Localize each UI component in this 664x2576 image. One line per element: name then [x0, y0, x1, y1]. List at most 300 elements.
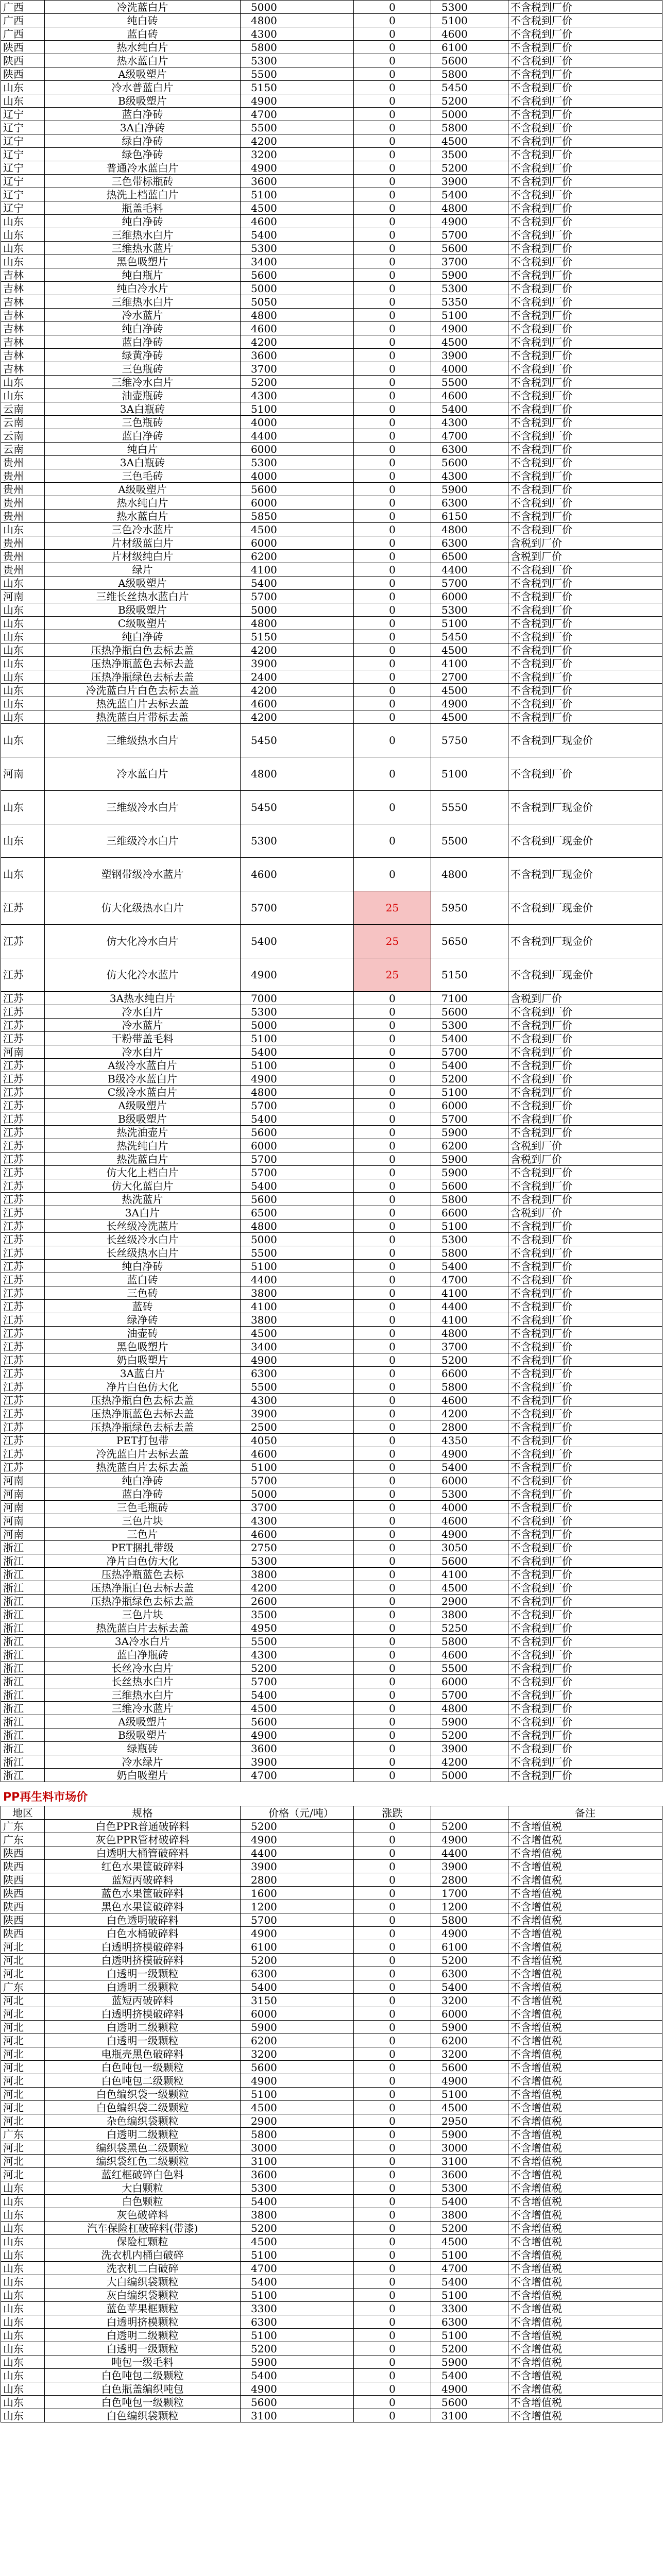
cell-note: 不含税到厂价	[508, 67, 662, 81]
table-row	[1, 824, 662, 858]
cell-change: 0	[354, 1474, 431, 1487]
cell-note: 不含税到厂价	[508, 402, 662, 416]
cell-price-with-tax: 3900	[431, 349, 508, 362]
cell-spec: 三维热水蓝片	[45, 242, 241, 255]
cell-region: 河北	[1, 2101, 45, 2114]
cell-spec: 仿大化冷水白片	[45, 925, 241, 958]
cell-price-with-tax: 4500	[431, 710, 508, 724]
cell-change: 0	[354, 1728, 431, 1742]
cell-change: 0	[354, 2007, 431, 2021]
cell-note: 不含税到厂价	[508, 322, 662, 335]
cell-region: 贵州	[1, 550, 45, 563]
cell-spec: 大白编织袋颗粒	[45, 2275, 241, 2289]
cell-price-with-tax: 5100	[431, 1219, 508, 1233]
cell-spec: 红色水果筐破碎料	[45, 1860, 241, 1873]
cell-price: 5900	[241, 2021, 354, 2034]
cell-change: 0	[354, 201, 431, 215]
table-row	[1, 1072, 662, 1086]
cell-spec: 三维热水白片	[45, 228, 241, 242]
cell-spec: 普通冷水蓝白片	[45, 161, 241, 175]
cell-note: 不含税到厂价	[508, 1407, 662, 1420]
cell-region: 江苏	[1, 1273, 45, 1286]
cell-change: 0	[354, 81, 431, 94]
cell-price: 5700	[241, 1913, 354, 1927]
cell-note: 不含税到厂价	[508, 1072, 662, 1086]
cell-region: 吉林	[1, 335, 45, 349]
cell-price: 5400	[241, 228, 354, 242]
cell-price: 3700	[241, 362, 354, 376]
cell-region: 山东	[1, 858, 45, 891]
table-row	[1, 2061, 662, 2074]
table-row	[1, 590, 662, 603]
cell-note: 不含税到厂价	[508, 188, 662, 201]
cell-price: 5100	[241, 1032, 354, 1045]
cell-price-with-tax: 5000	[431, 1769, 508, 1782]
cell-region: 山东	[1, 2409, 45, 2422]
cell-spec: 冷水白片	[45, 1045, 241, 1059]
cell-price-with-tax: 4400	[431, 1300, 508, 1313]
cell-note: 不含税到厂价	[508, 309, 662, 322]
table-row	[1, 402, 662, 416]
cell-price-with-tax: 6200	[431, 1139, 508, 1153]
cell-price-with-tax: 6300	[431, 443, 508, 456]
cell-change: 0	[354, 1648, 431, 1662]
cell-note: 不含增值税	[508, 2155, 662, 2168]
cell-price-with-tax: 2800	[431, 1873, 508, 1887]
table-row	[1, 1688, 662, 1702]
table-row	[1, 1246, 662, 1260]
cell-spec: 冷水蓝片	[45, 309, 241, 322]
table-row	[1, 1980, 662, 1994]
cell-price: 5500	[241, 1635, 354, 1648]
cell-price: 3500	[241, 1608, 354, 1621]
cell-price: 3600	[241, 2168, 354, 2181]
cell-price-with-tax: 4500	[431, 684, 508, 697]
cell-spec: 压热净瓶蓝色去标去盖	[45, 657, 241, 670]
cell-price-with-tax: 4500	[431, 1581, 508, 1595]
cell-region: 江苏	[1, 1327, 45, 1340]
cell-price: 5300	[241, 824, 354, 858]
table-row	[1, 2181, 662, 2195]
table-row	[1, 2195, 662, 2208]
cell-spec: 仿大化冷水蓝片	[45, 958, 241, 992]
cell-price: 4200	[241, 684, 354, 697]
cell-change: 0	[354, 349, 431, 362]
pp-section-title: PP再生料市场价	[3, 1791, 88, 1804]
cell-region: 辽宁	[1, 148, 45, 161]
cell-note: 不含税到厂价	[508, 1246, 662, 1260]
cell-price: 4300	[241, 389, 354, 402]
cell-price-with-tax: 5300	[431, 1487, 508, 1501]
cell-change: 0	[354, 1447, 431, 1461]
cell-region: 广西	[1, 1, 45, 14]
cell-note: 不含税到厂价	[508, 1260, 662, 1273]
cell-note: 不含税到厂现金价	[508, 891, 662, 925]
cell-note: 不含增值税	[508, 2195, 662, 2208]
cell-spec: 3A白片	[45, 1206, 241, 1219]
cell-spec: C级冷水蓝白片	[45, 1086, 241, 1099]
cell-region: 浙江	[1, 1595, 45, 1608]
cell-note: 不含税到厂价	[508, 349, 662, 362]
cell-note: 不含增值税	[508, 1833, 662, 1846]
table-row	[1, 2315, 662, 2329]
cell-region: 江苏	[1, 1434, 45, 1447]
cell-region: 河北	[1, 1967, 45, 1980]
cell-region: 山东	[1, 242, 45, 255]
cell-change: 0	[354, 1688, 431, 1702]
cell-price-with-tax: 5200	[431, 94, 508, 108]
cell-region: 河北	[1, 1954, 45, 1967]
cell-spec: PET打包带	[45, 1434, 241, 1447]
table-row	[1, 94, 662, 108]
table-row	[1, 443, 662, 456]
cell-note: 不含增值税	[508, 2208, 662, 2222]
cell-price-with-tax: 4350	[431, 1434, 508, 1447]
cell-region: 浙江	[1, 1662, 45, 1675]
table-row	[1, 1675, 662, 1688]
cell-price: 5500	[241, 1380, 354, 1394]
cell-spec: 蓝白砖	[45, 27, 241, 41]
cell-region: 浙江	[1, 1769, 45, 1782]
cell-spec: 冷洗蓝白片	[45, 1, 241, 14]
cell-spec: 净片白色仿大化	[45, 1380, 241, 1394]
cell-price-with-tax: 4600	[431, 27, 508, 41]
cell-spec: 油壶瓶砖	[45, 389, 241, 402]
cell-spec: 绿瓶砖	[45, 1742, 241, 1755]
cell-price-with-tax: 4600	[431, 1648, 508, 1662]
cell-price: 4700	[241, 1769, 354, 1782]
table-row	[1, 41, 662, 54]
cell-region: 云南	[1, 416, 45, 429]
cell-price-with-tax: 4100	[431, 1568, 508, 1581]
cell-spec: 纯白砖	[45, 14, 241, 27]
cell-note: 不含增值税	[508, 2128, 662, 2141]
cell-price: 3900	[241, 657, 354, 670]
cell-change: 0	[354, 1954, 431, 1967]
cell-region: 山东	[1, 2275, 45, 2289]
table-row	[1, 1032, 662, 1045]
cell-note: 不含税到厂价	[508, 1032, 662, 1045]
cell-price-with-tax: 3600	[431, 2168, 508, 2181]
cell-spec: 白透明一级颗粒	[45, 1967, 241, 1980]
cell-price-with-tax: 5900	[431, 2128, 508, 2141]
cell-change: 0	[354, 1662, 431, 1675]
cell-spec: 热水纯白片	[45, 496, 241, 510]
cell-change: 0	[354, 2088, 431, 2101]
cell-note: 不含增值税	[508, 2262, 662, 2275]
cell-spec: 长丝冷水白片	[45, 1662, 241, 1675]
table-row	[1, 1662, 662, 1675]
cell-spec: 三色毛砖	[45, 469, 241, 483]
cell-change: 0	[354, 2248, 431, 2262]
table-row	[1, 1193, 662, 1206]
cell-price-with-tax: 5900	[431, 1126, 508, 1139]
cell-region: 山东	[1, 791, 45, 824]
cell-spec: 压热净瓶白色去标去盖	[45, 1394, 241, 1407]
cell-region: 河北	[1, 1940, 45, 1954]
cell-region: 山东	[1, 255, 45, 268]
cell-region: 山东	[1, 2248, 45, 2262]
cell-note: 不含税到厂价	[508, 643, 662, 657]
table-row	[1, 1528, 662, 1541]
cell-price-with-tax: 3200	[431, 1994, 508, 2007]
cell-change: 0	[354, 617, 431, 630]
cell-spec: B级吸塑片	[45, 603, 241, 617]
cell-note: 不含税到厂价	[508, 1728, 662, 1742]
cell-price-with-tax: 5150	[431, 958, 508, 992]
cell-note: 不含税到厂价	[508, 563, 662, 577]
cell-price: 5100	[241, 402, 354, 416]
table-row	[1, 2208, 662, 2222]
table-row	[1, 2396, 662, 2409]
cell-region: 江苏	[1, 1193, 45, 1206]
cell-region: 江苏	[1, 1420, 45, 1434]
cell-price: 4500	[241, 523, 354, 536]
cell-price-with-tax: 5400	[431, 2275, 508, 2289]
cell-price: 5800	[241, 2128, 354, 2141]
cell-price: 5000	[241, 603, 354, 617]
cell-spec: 绿白净砖	[45, 134, 241, 148]
cell-change: 0	[354, 1139, 431, 1153]
cell-note: 不含增值税	[508, 2047, 662, 2061]
cell-price: 4600	[241, 1447, 354, 1461]
cell-region: 吉林	[1, 349, 45, 362]
cell-price-with-tax: 4500	[431, 2235, 508, 2248]
cell-region: 江苏	[1, 1407, 45, 1420]
cell-change: 0	[354, 2262, 431, 2275]
cell-note: 含税到厂价	[508, 536, 662, 550]
cell-price: 3900	[241, 1755, 354, 1769]
table-row	[1, 2168, 662, 2181]
cell-spec: 三维长丝热水蓝白片	[45, 590, 241, 603]
cell-spec: A级吸塑片	[45, 67, 241, 81]
cell-spec: 冷水白片	[45, 1005, 241, 1019]
cell-price: 4900	[241, 94, 354, 108]
table-row	[1, 201, 662, 215]
cell-note: 不含增值税	[508, 2141, 662, 2155]
cell-price: 3800	[241, 1313, 354, 1327]
cell-price: 5400	[241, 925, 354, 958]
cell-note: 不含增值税	[508, 1927, 662, 1940]
cell-change: 0	[354, 1112, 431, 1126]
cell-region: 河南	[1, 757, 45, 791]
cell-region: 山东	[1, 2315, 45, 2329]
cell-region: 浙江	[1, 1554, 45, 1568]
cell-price-with-tax: 5800	[431, 1246, 508, 1260]
cell-change: 0	[354, 1501, 431, 1514]
recycled-pet-price-table	[1, 0, 662, 1782]
cell-note: 不含税到厂价	[508, 1086, 662, 1099]
cell-price-with-tax: 4600	[431, 1394, 508, 1407]
table-row	[1, 1045, 662, 1059]
cell-price-with-tax: 5450	[431, 81, 508, 94]
cell-region: 山东	[1, 684, 45, 697]
cell-spec: 压热净瓶绿色去标去盖	[45, 670, 241, 684]
cell-price: 3100	[241, 2155, 354, 2168]
cell-region: 山东	[1, 577, 45, 590]
cell-spec: A级吸塑片	[45, 1099, 241, 1112]
cell-region: 山东	[1, 2382, 45, 2396]
cell-note: 不含增值税	[508, 2355, 662, 2369]
cell-region: 河北	[1, 2047, 45, 2061]
cell-price-with-tax: 5500	[431, 824, 508, 858]
cell-spec: 白色编织袋二级颗粒	[45, 2101, 241, 2114]
table-row	[1, 684, 662, 697]
cell-price-with-tax: 5800	[431, 1380, 508, 1394]
cell-price: 4700	[241, 108, 354, 121]
cell-price: 4100	[241, 563, 354, 577]
cell-change: 0	[354, 643, 431, 657]
cell-change: 0	[354, 577, 431, 590]
cell-spec: 白透明一级颗粒	[45, 2034, 241, 2047]
cell-price-with-tax: 4200	[431, 1407, 508, 1420]
cell-price-with-tax: 5400	[431, 1032, 508, 1045]
cell-region: 山东	[1, 2369, 45, 2382]
cell-price-with-tax: 5100	[431, 2289, 508, 2302]
cell-change: 0	[354, 1581, 431, 1595]
cell-region: 山东	[1, 724, 45, 757]
cell-spec: 长丝级热水白片	[45, 1246, 241, 1260]
cell-change: 0	[354, 1260, 431, 1273]
cell-price: 4200	[241, 710, 354, 724]
cell-spec: 洗衣机内桶白破碎	[45, 2248, 241, 2262]
cell-price: 3600	[241, 1742, 354, 1755]
table-row	[1, 1099, 662, 1112]
cell-region: 江苏	[1, 1260, 45, 1273]
cell-price-with-tax: 4200	[431, 1755, 508, 1769]
cell-price-with-tax: 5100	[431, 14, 508, 27]
cell-change: 0	[354, 282, 431, 295]
cell-price-with-tax: 6300	[431, 2315, 508, 2329]
cell-price-with-tax: 6000	[431, 1474, 508, 1487]
cell-spec: 三色片块	[45, 1608, 241, 1621]
cell-region: 江苏	[1, 1380, 45, 1394]
cell-spec: 奶白吸塑片	[45, 1353, 241, 1367]
table-row	[1, 1954, 662, 1967]
table-row	[1, 710, 662, 724]
cell-region: 山东	[1, 2262, 45, 2275]
cell-region: 浙江	[1, 1755, 45, 1769]
cell-note: 不含税到厂价	[508, 1474, 662, 1487]
cell-price: 3150	[241, 1994, 354, 2007]
cell-region: 山东	[1, 389, 45, 402]
header-change: 涨跌	[354, 1806, 431, 1820]
cell-note: 不含税到厂价	[508, 121, 662, 134]
cell-region: 浙江	[1, 1648, 45, 1662]
table-row	[1, 2248, 662, 2262]
cell-note: 不含增值税	[508, 2369, 662, 2382]
table-row	[1, 1112, 662, 1126]
cell-region: 陕西	[1, 1927, 45, 1940]
cell-region: 山东	[1, 670, 45, 684]
cell-price-with-tax: 5200	[431, 161, 508, 175]
cell-spec: 绿净砖	[45, 1313, 241, 1327]
cell-spec: 纯白净砖	[45, 215, 241, 228]
table-row	[1, 2222, 662, 2235]
cell-change: 0	[354, 1153, 431, 1166]
cell-region: 河南	[1, 590, 45, 603]
cell-price-with-tax: 5800	[431, 121, 508, 134]
cell-price: 4300	[241, 1514, 354, 1528]
cell-price-with-tax: 5900	[431, 2355, 508, 2369]
cell-price-with-tax: 6300	[431, 496, 508, 510]
cell-price: 4200	[241, 134, 354, 148]
cell-price-with-tax: 4300	[431, 416, 508, 429]
cell-region: 广东	[1, 1820, 45, 1833]
cell-spec: 热水蓝白片	[45, 510, 241, 523]
cell-note: 不含增值税	[508, 2235, 662, 2248]
cell-price: 4000	[241, 469, 354, 483]
cell-spec: 纯白冷水片	[45, 282, 241, 295]
cell-region: 江苏	[1, 1112, 45, 1126]
cell-note: 不含税到厂价	[508, 81, 662, 94]
cell-price-with-tax: 5100	[431, 309, 508, 322]
table-row	[1, 670, 662, 684]
table-row	[1, 1769, 662, 1782]
cell-price: 4400	[241, 1273, 354, 1286]
cell-price: 5200	[241, 2222, 354, 2235]
cell-spec: 冷水普蓝白片	[45, 81, 241, 94]
cell-spec: 3A白瓶砖	[45, 402, 241, 416]
cell-price: 4050	[241, 1434, 354, 1447]
cell-note: 不含税到厂价	[508, 469, 662, 483]
cell-note: 不含税到厂价	[508, 54, 662, 67]
cell-change: 0	[354, 2355, 431, 2369]
cell-change: 0	[354, 1820, 431, 1833]
cell-price: 5100	[241, 1461, 354, 1474]
table-row	[1, 309, 662, 322]
table-row	[1, 215, 662, 228]
table-row	[1, 1394, 662, 1407]
table-row	[1, 1728, 662, 1742]
cell-region: 江苏	[1, 1019, 45, 1032]
cell-note: 不含税到厂现金价	[508, 824, 662, 858]
cell-note: 不含税到厂价	[508, 1608, 662, 1621]
table-row	[1, 2114, 662, 2128]
cell-price-with-tax: 4000	[431, 362, 508, 376]
cell-spec: 蓝短丙破碎料	[45, 1994, 241, 2007]
table-row	[1, 1313, 662, 1327]
cell-price-with-tax: 5200	[431, 1072, 508, 1086]
cell-price: 4800	[241, 309, 354, 322]
cell-change: 0	[354, 2195, 431, 2208]
cell-note: 不含税到厂价	[508, 1461, 662, 1474]
cell-note: 不含税到厂价	[508, 1233, 662, 1246]
table-row	[1, 335, 662, 349]
cell-note: 不含税到厂价	[508, 108, 662, 121]
cell-note: 不含税到厂价	[508, 657, 662, 670]
table-row	[1, 2275, 662, 2289]
cell-price-with-tax: 5600	[431, 242, 508, 255]
cell-region: 广西	[1, 14, 45, 27]
cell-price-with-tax: 6100	[431, 1940, 508, 1954]
cell-price-with-tax: 5200	[431, 2342, 508, 2355]
table-row	[1, 563, 662, 577]
cell-note: 不含税到厂价	[508, 1688, 662, 1702]
cell-spec: 蓝短丙破碎料	[45, 1873, 241, 1887]
cell-price-with-tax: 4800	[431, 1702, 508, 1715]
table-row	[1, 1702, 662, 1715]
cell-note: 不含增值税	[508, 2382, 662, 2396]
cell-spec: 白色编织袋颗粒	[45, 2409, 241, 2422]
cell-spec: 保险杠颗粒	[45, 2235, 241, 2248]
cell-spec: 三维冷水白片	[45, 376, 241, 389]
cell-region: 山东	[1, 2289, 45, 2302]
cell-change: 0	[354, 188, 431, 201]
cell-price: 5500	[241, 121, 354, 134]
cell-note: 不含税到厂价	[508, 1755, 662, 1769]
cell-spec: 白透明二级颗粒	[45, 2329, 241, 2342]
